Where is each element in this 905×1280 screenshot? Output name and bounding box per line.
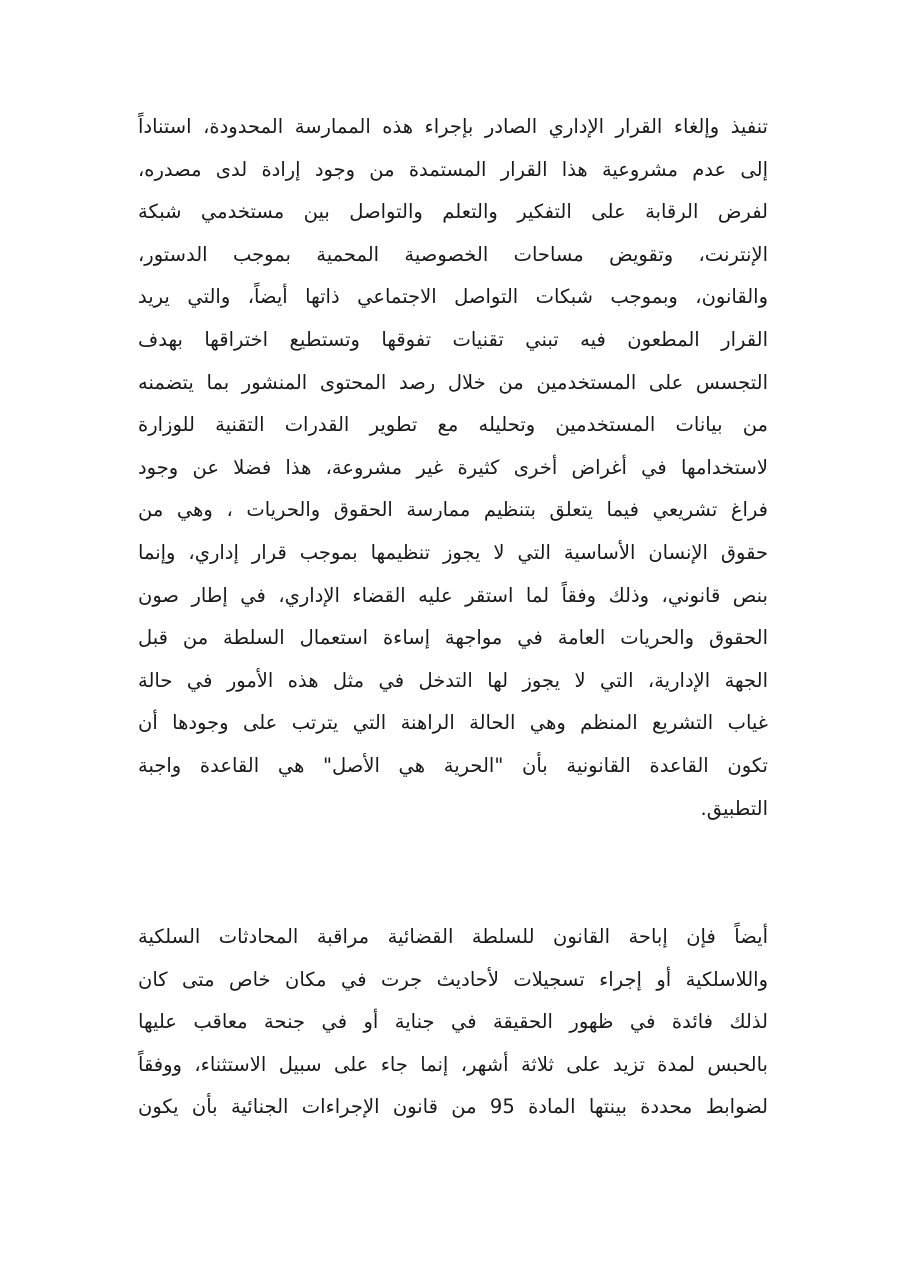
paragraph-line: الإنترنت، وتقويض مساحات الخصوصية المحمية بموجب الدستور، xyxy=(138,242,768,266)
paragraph-line: من بيانات المستخدمين وتحليله مع تطوير القدرات التقنية للوزارة xyxy=(138,413,768,437)
paragraph-line: واللاسلكية أو إجراء تسجيلات لأحاديث جرت في مكان خاص متى كان xyxy=(138,967,768,991)
paragraph-line: لضوابط محددة بينتها المادة 95 من قانون الإجراءات الجنائية بأن يكون xyxy=(138,1095,768,1119)
paragraph-line: لذلك فائدة في ظهور الحقيقة في جناية أو في جنحة معاقب عليها xyxy=(138,1010,768,1034)
paragraph-line: لاستخدامها في أغراض أخرى كثيرة غير مشروعة، هذا فضلا عن وجود xyxy=(138,455,768,479)
paragraph-line: والقانون، وبموجب شبكات التواصل الاجتماعي ذاتها أيضاً، والتي يريد xyxy=(138,285,768,309)
paragraph-2 xyxy=(138,916,768,1129)
paragraph-line: فراغ تشريعي فيما يتعلق بتنظيم ممارسة الحقوق والحريات ، وهي من xyxy=(138,498,768,522)
paragraph-1 xyxy=(138,106,768,830)
paragraph-line: بنص قانوني، وذلك وفقاً لما استقر عليه القضاء الإداري، في إطار صون xyxy=(138,583,768,607)
paragraph-line: الجهة الإدارية، التي لا يجوز لها التدخل في مثل هذه الأمور في حالة xyxy=(138,668,768,692)
paragraph-line: تكون القاعدة القانونية بأن "الحرية هي الأصل" هي القاعدة واجبة xyxy=(138,753,768,777)
paragraph-line: لفرض الرقابة على التفكير والتعلم والتواصل بين مستخدمي شبكة xyxy=(138,200,768,224)
paragraph-line: القرار المطعون فيه تبني تقنيات تفوقها وتستطيع اختراقها بهدف xyxy=(138,327,768,351)
paragraph-line: بالحبس لمدة تزيد على ثلاثة أشهر، إنما جاء على سبيل الاستثناء، ووفقاً xyxy=(138,1052,768,1076)
paragraph-line: التطبيق. xyxy=(700,796,768,820)
paragraph-line: التجسس على المستخدمين من خلال رصد المحتوى المنشور بما يتضمنه xyxy=(138,370,768,394)
paragraph-line: تنفيذ وإلغاء القرار الإداري الصادر بإجراء هذه الممارسة المحدودة، استناداً xyxy=(138,115,768,138)
paragraph-line: إلى عدم مشروعية هذا القرار المستمدة من وجود إرادة لدى مصدره، xyxy=(138,157,768,181)
paragraph-line: حقوق الإنسان الأساسية التي لا يجوز تنظيمها بموجب قرار إداري، وإنما xyxy=(138,540,768,564)
paragraph-line: غياب التشريع المنظم وهي الحالة الراهنة التي يترتب على وجودها أن xyxy=(138,711,768,735)
paragraph-line: الحقوق والحريات العامة في مواجهة إساءة استعمال السلطة من قبل xyxy=(138,626,768,650)
paragraph-line: أيضاً فإن إباحة القانون للسلطة القضائية مراقبة المحادثات السلكية xyxy=(138,925,768,948)
